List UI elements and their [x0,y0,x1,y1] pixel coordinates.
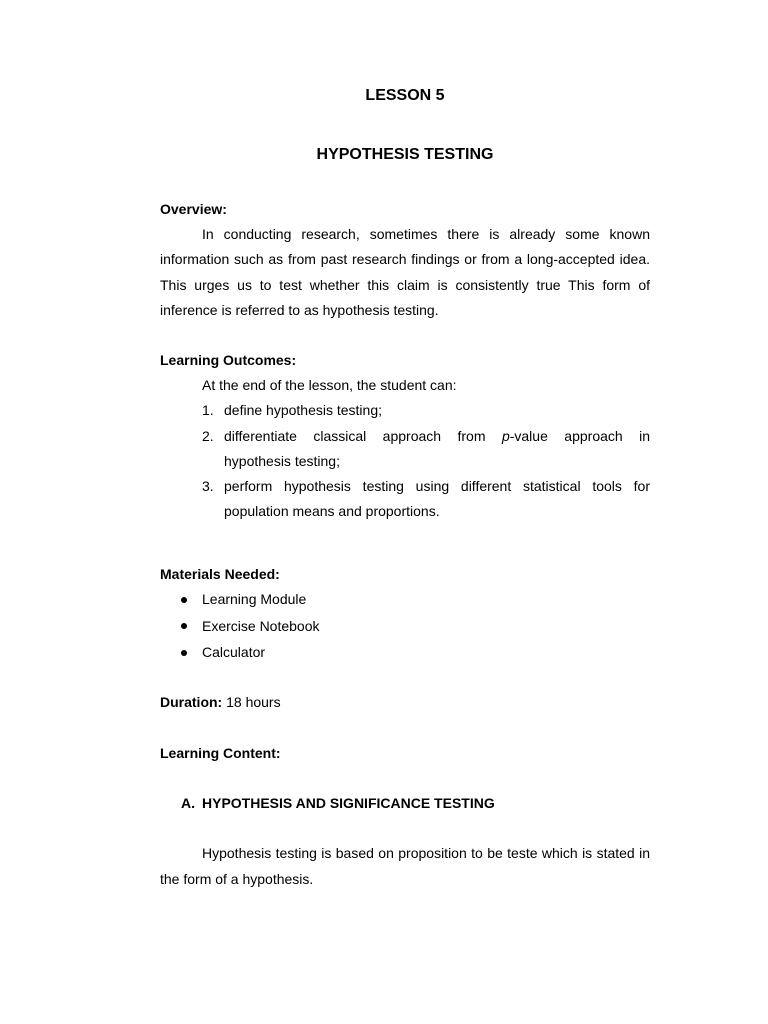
overview-line: information such as from past research findings or from a long-accepted idea. [160,251,650,267]
bullet-icon [181,623,187,629]
outcome-number: 2. [202,428,214,444]
section-title: HYPOTHESIS AND SIGNIFICANCE TESTING [202,795,495,811]
bullet-icon [181,597,187,603]
material-item: Learning Module [202,591,307,607]
outcome-text-part: -value approach in [509,428,651,444]
section-paragraph-line: the form of a hypothesis. [160,871,314,887]
section-letter: A. [181,795,195,811]
material-item: Calculator [202,644,266,660]
outcome-text-part: differentiate classical approach from [224,428,502,444]
bullet-icon [181,650,187,656]
duration-label: Duration: [160,694,223,710]
overview-heading: Overview: [160,201,227,217]
overview-line: inference is referred to as hypothesis testing. [160,302,439,318]
material-item: Exercise Notebook [202,618,320,634]
duration-value: 18 hours [226,694,281,710]
overview-line: In conducting research, sometimes there is already some known [202,226,650,242]
lesson-title: LESSON 5 [365,87,445,104]
materials-heading: Materials Needed: [160,566,280,582]
overview-line: This urges us to test whether this claim is consistently true This form of [160,277,650,293]
outcome-text: define hypothesis testing; [224,402,382,418]
outcome-number: 1. [202,402,214,418]
outcome-number: 3. [202,478,214,494]
outcome-text [224,428,650,444]
learning-outcomes-heading: Learning Outcomes: [160,352,297,368]
learning-outcomes-intro: At the end of the lesson, the student can: [202,377,457,393]
learning-content-heading: Learning Content: [160,745,281,761]
outcome-text: hypothesis testing; [224,453,340,469]
lesson-subtitle: HYPOTHESIS TESTING [316,146,494,163]
outcome-text: perform hypothesis testing using different statistical tools for [224,478,650,494]
section-paragraph-line: Hypothesis testing is based on proposition to be teste which is stated in [202,845,650,861]
outcome-text: population means and proportions. [224,503,440,519]
duration-line [160,694,281,710]
p-italic: p [501,428,510,444]
